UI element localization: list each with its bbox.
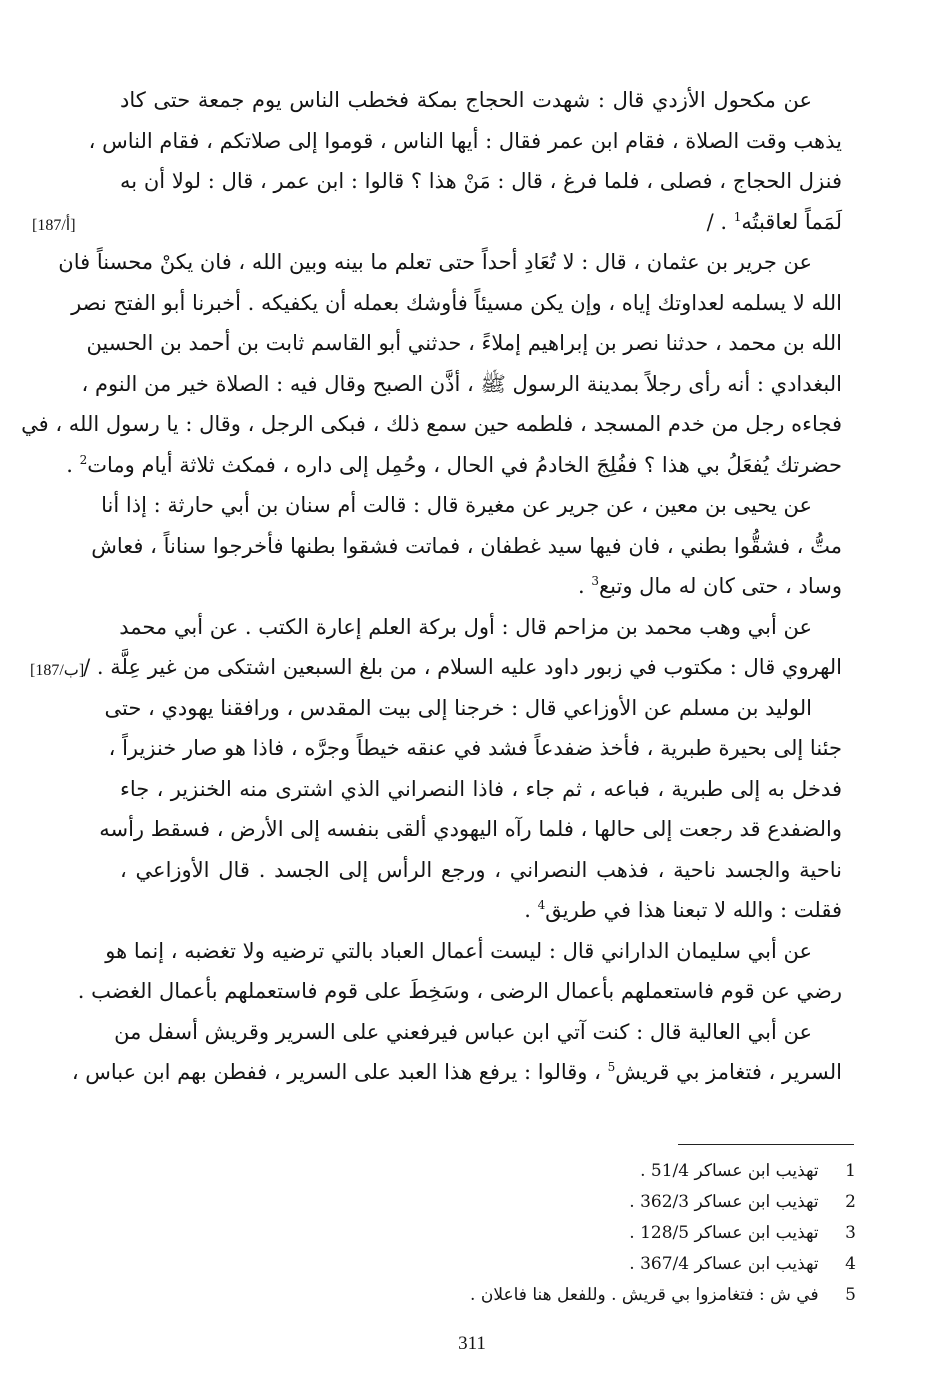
- footnote-text: تهذيب ابن عساكر 367/4 .: [629, 1254, 819, 1274]
- text-line: يذهب وقت الصلاة ، فقام ابن عمر فقال : أيها الناس ، قوموا إلى صلاتكم ، فقام الناس ،: [88, 128, 842, 153]
- text-line: فنزل الحجاج ، فصلى ، فلما فرغ ، قال : مَنْ هذا ؟ قالوا : ابن عمر ، قال : لولا أن به: [120, 169, 842, 193]
- footnote-marker: 5: [607, 1060, 616, 1074]
- text-line: [71, 1052, 842, 1093]
- text-line: [120, 890, 842, 931]
- page-number: 311: [458, 1333, 486, 1354]
- footnote-text: في ش : فتغامزوا بي قريش . وللفعل هنا فاعلان .: [470, 1285, 819, 1305]
- text-segment: .: [524, 898, 531, 922]
- footnote-text: تهذيب ابن عساكر 362/3 .: [629, 1192, 819, 1212]
- text-segment: ، وقالوا : يرفع هذا العبد على السرير ، ففطن بهم ابن عباس ،: [71, 1060, 601, 1084]
- text-line: ناحية والجسد ناحية ، فذهب النصراني ، ورجع الرأس إلى الجسد . قال الأوزاعي ،: [120, 857, 842, 882]
- text-line: البغدادي : أنه رأى رجلاً بمدينة الرسول ﷺ ، أذَّن الصبح وقال فيه : الصلاة خير من النوم ،: [81, 371, 842, 396]
- text-line: فدخل به إلى طبرية ، فباعه ، ثم جاء ، فاذا النصراني الذي اشترى منه الخنزير ، جاء: [120, 776, 842, 801]
- footnote-marker: 1: [733, 209, 742, 224]
- text-line: متُّ ، فشقُّوا بطني ، فان فيها سيد غطفان ، فماتت فشقوا بطنها فأخرجوا سناناً ، فعاش: [91, 533, 842, 558]
- footnote-item: [256, 1187, 856, 1218]
- footnote-item: [256, 1218, 856, 1249]
- footnote-number: 5: [845, 1285, 856, 1305]
- text-line: [66, 445, 842, 486]
- text-line: فجاءه رجل من خدم المسجد ، فلطمه حين سمع ذلك ، فبكى الرجل ، وقال : يا رسول الله ، في: [21, 412, 842, 436]
- margin-reference: [187/ب]: [30, 662, 85, 679]
- footnote-item: [256, 1280, 856, 1311]
- text-line: عن مكحول الأزدي قال : شهدت الحجاج بمكة فخطب الناس يوم جمعة حتى كاد: [120, 88, 812, 112]
- text-line: عن يحيى بن معين ، عن جرير عن مغيرة قال : قالت أم سنان بن أبي حارثة : إذا أنا: [101, 493, 812, 517]
- text-line: [120, 202, 842, 243]
- text-line: الله لا يسلمه لعداوتك إياه ، وإن يكن مسيئاً فأوشك بعمله أن يكفيكه . أخبرنا أبو الفتح نصر: [71, 290, 842, 315]
- footnote-marker: 3: [591, 574, 599, 588]
- text-segment: لَمَماً لعاقبتُه: [741, 209, 842, 234]
- text-segment: السرير ، فتغامز بي قريش: [615, 1060, 842, 1084]
- text-line: رضي عن قوم فاستعملهم بأعمال الرضى ، وسَخِطَ على قوم فاستعملهم بأعمال الغضب .: [77, 979, 842, 1003]
- footnote-number: 3: [845, 1223, 856, 1243]
- footnote-text: تهذيب ابن عساكر 128/5 .: [629, 1223, 819, 1243]
- text-line: [120, 566, 842, 607]
- footnote-divider: [678, 1144, 854, 1145]
- text-line: الله بن محمد ، حدثنا نصر بن إبراهيم إملاءً ، حدثني أبو القاسم ثابت بن أحمد بن الحسين: [86, 331, 842, 355]
- text-line: والضفدع قد رجعت إلى حالها ، فلما رآه اليهودي ألقى بنفسه إلى الأرض ، فسقط رأسه: [99, 817, 842, 841]
- text-segment: وساد ، حتى كان له مال وتبع: [598, 574, 842, 598]
- margin-reference: [187/أ]: [32, 217, 76, 234]
- text-segment: فقلت : والله لا تبعنا هذا في طريق: [545, 898, 842, 922]
- footnote-number: 2: [845, 1192, 856, 1212]
- text-line: عن أبي وهب محمد بن مزاحم قال : أول بركة العلم إعارة الكتب . عن أبي محمد: [119, 614, 812, 639]
- text-line: الوليد بن مسلم عن الأوزاعي قال : خرجنا إلى بيت المقدس ، ورافقنا يهودي ، حتى: [104, 695, 812, 720]
- text-line: عن أبي سليمان الداراني قال : ليست أعمال العباد بالتي ترضيه ولا تغضبه ، إنما هو: [105, 938, 812, 963]
- footnote-item: [256, 1156, 856, 1187]
- footnote-item: [256, 1249, 856, 1280]
- footnote-marker: 2: [79, 452, 88, 467]
- text-line: الهروي قال : مكتوب في زبور داود عليه السلام ، من بلغ السبعين اشتكى من غير عِلَّة . /: [83, 655, 842, 679]
- text-segment: . /: [706, 209, 728, 234]
- footnote-number: 4: [845, 1254, 856, 1274]
- text-segment: .: [66, 452, 73, 477]
- footnote-text: تهذيب ابن عساكر 51/4 .: [640, 1161, 819, 1181]
- text-segment: .: [577, 574, 585, 598]
- text-line: عن جرير بن عثمان ، قال : لا تُعَادِ أحداً حتى تعلم ما بينه وبين الله ، فان يكنْ محسناً فان: [58, 250, 812, 274]
- text-line: عن أبي العالية قال : كنت آتي ابن عباس فيرفعني على السرير وقريش أسفل من: [114, 1019, 812, 1044]
- footnote-marker: 4: [537, 898, 546, 912]
- footnote-number: 1: [845, 1161, 856, 1181]
- text-segment: حضرتك يُفعَلُ بي هذا ؟ ففُلِجَ الخادمُ في الحال ، وحُمِل إلى داره ، فمكث ثلاثة أيام ومات: [87, 452, 842, 477]
- footnotes: [256, 1156, 856, 1311]
- text-line: جئنا إلى بحيرة طبرية ، فأخذ ضفدعاً فشد في عنقه خيطاً وجرَّه ، فاذا هو صار خنزيراً ،: [108, 736, 842, 760]
